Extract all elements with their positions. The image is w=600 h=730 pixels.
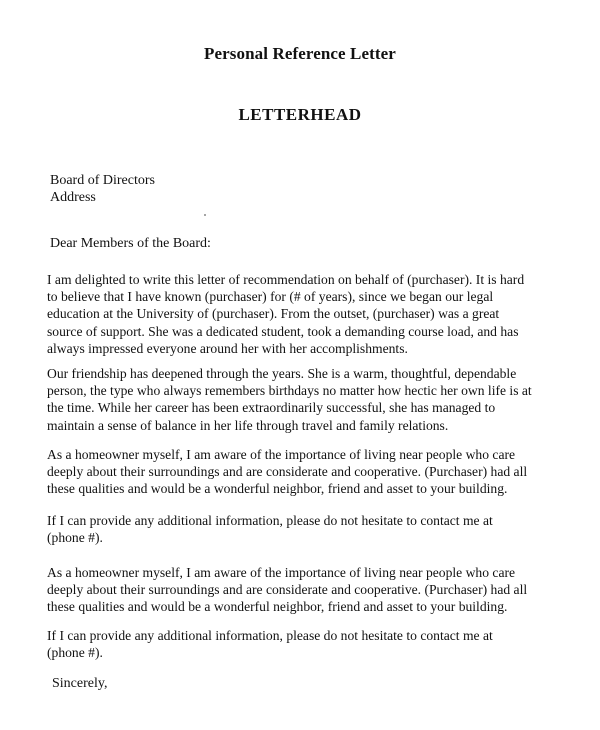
paragraph-line: these qualities and would be a wonderful neighbor, friend and asset to your building. [47,599,508,615]
paragraph-3 [47,446,567,498]
paragraph-line: If I can provide any additional information, please do not hesitate to contact me at [47,513,493,528]
paragraph-line: to believe that I have known (purchaser) for (# of years), since we began our legal [47,289,494,305]
paragraph-line: education at the University of (purchaser). From the outset, (purchaser) was a great [47,306,500,322]
paragraph-1 [47,271,567,357]
paragraph-line: (phone #). [47,530,103,546]
paragraph-2 [47,365,567,434]
recipient-block [50,172,155,206]
closing: Sincerely, [52,676,108,691]
paragraph-line: I am delighted to write this letter of recommendation on behalf of (purchaser). It is hard [47,272,525,287]
paragraph-line: (phone #). [47,645,103,661]
paragraph-line: these qualities and would be a wonderful neighbor, friend and asset to your building. [47,481,508,497]
salutation: Dear Members of the Board: [50,236,211,251]
recipient-address: Address [50,190,96,205]
paragraph-6 [47,627,567,661]
paragraph-line: the time. While her career has been extraordinarily successful, she has managed to [47,400,496,416]
paragraph-line: person, the type who always remembers birthdays no matter how hectic her own life is at [47,383,532,399]
paragraph-line: Our friendship has deepened through the years. She is a warm, thoughtful, dependable [47,366,517,381]
paragraph-line: As a homeowner myself, I am aware of the importance of living near people who care [47,447,516,462]
paragraph-line: deeply about their surroundings and are considerate and cooperative. (Purchaser) had all [47,582,528,598]
letterhead: LETTERHEAD [238,105,362,124]
paragraph-line: deeply about their surroundings and are considerate and cooperative. (Purchaser) had all [47,464,528,480]
paragraph-5 [47,564,567,616]
paragraph-line: maintain a sense of balance in her life through travel and family relations. [47,417,449,433]
scan-speck [204,214,206,216]
document-title: Personal Reference Letter [204,44,396,63]
paragraph-line: always impressed everyone around her with her accomplishments. [47,340,408,356]
paragraph-line: If I can provide any additional information, please do not hesitate to contact me at [47,628,493,643]
paragraph-4 [47,512,567,546]
paragraph-line: source of support. She was a dedicated student, took a demanding course load, and has [47,323,519,339]
recipient-name: Board of Directors [50,173,155,188]
paragraph-line: As a homeowner myself, I am aware of the importance of living near people who care [47,565,516,580]
